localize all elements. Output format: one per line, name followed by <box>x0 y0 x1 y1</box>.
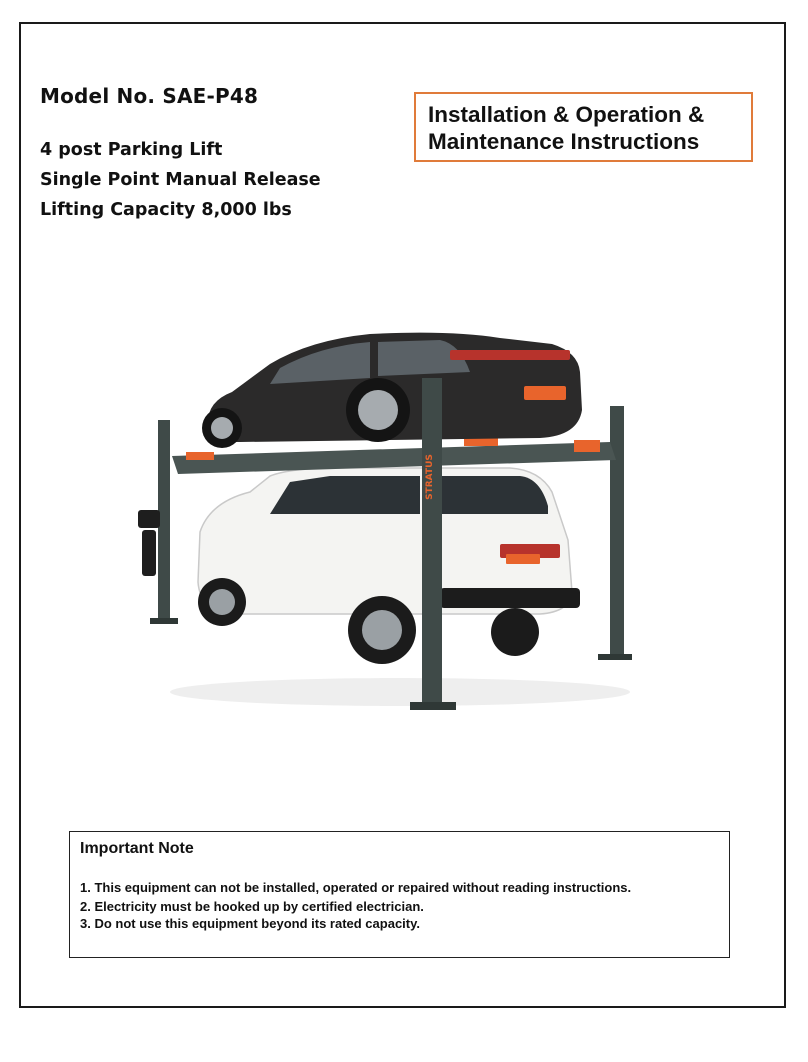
front-left-post-base <box>410 702 456 710</box>
important-note-item-2: 2. Electricity must be hooked up by certified electrician. <box>80 899 424 914</box>
rear-right-post-base <box>598 654 632 660</box>
spec-lift-type: 4 post Parking Lift <box>40 140 223 160</box>
important-note-item-3: 3. Do not use this equipment beyond its rated capacity. <box>80 916 420 931</box>
parking-lift-illustration <box>120 292 640 726</box>
wheel-stop-left <box>186 452 214 460</box>
spec-release-type: Single Point Manual Release <box>40 170 321 190</box>
important-note-title: Important Note <box>80 840 194 857</box>
important-note-item-1: 1. This equipment can not be installed, operated or repaired without reading instructions. <box>80 880 632 895</box>
rear-right-post <box>610 406 624 656</box>
front-left-post <box>422 378 442 704</box>
model-number: Model No. SAE-P48 <box>40 84 259 108</box>
manual-title-box <box>414 92 753 162</box>
power-unit-motor <box>138 510 160 528</box>
post-brand-text: STRATUS <box>425 454 435 500</box>
rear-left-post-base <box>150 618 178 624</box>
floor-shadow <box>170 678 630 706</box>
power-unit-tank <box>142 530 156 576</box>
wheel-stop-right <box>574 440 600 452</box>
important-note-box <box>69 831 730 958</box>
top-sedan <box>202 333 582 448</box>
manual-title-line-2: Maintenance Instructions <box>428 129 700 154</box>
spec-lifting-capacity: Lifting Capacity 8,000 lbs <box>40 200 292 220</box>
bottom-suv <box>198 468 580 664</box>
manual-title-line-1: Installation & Operation & <box>428 102 705 127</box>
